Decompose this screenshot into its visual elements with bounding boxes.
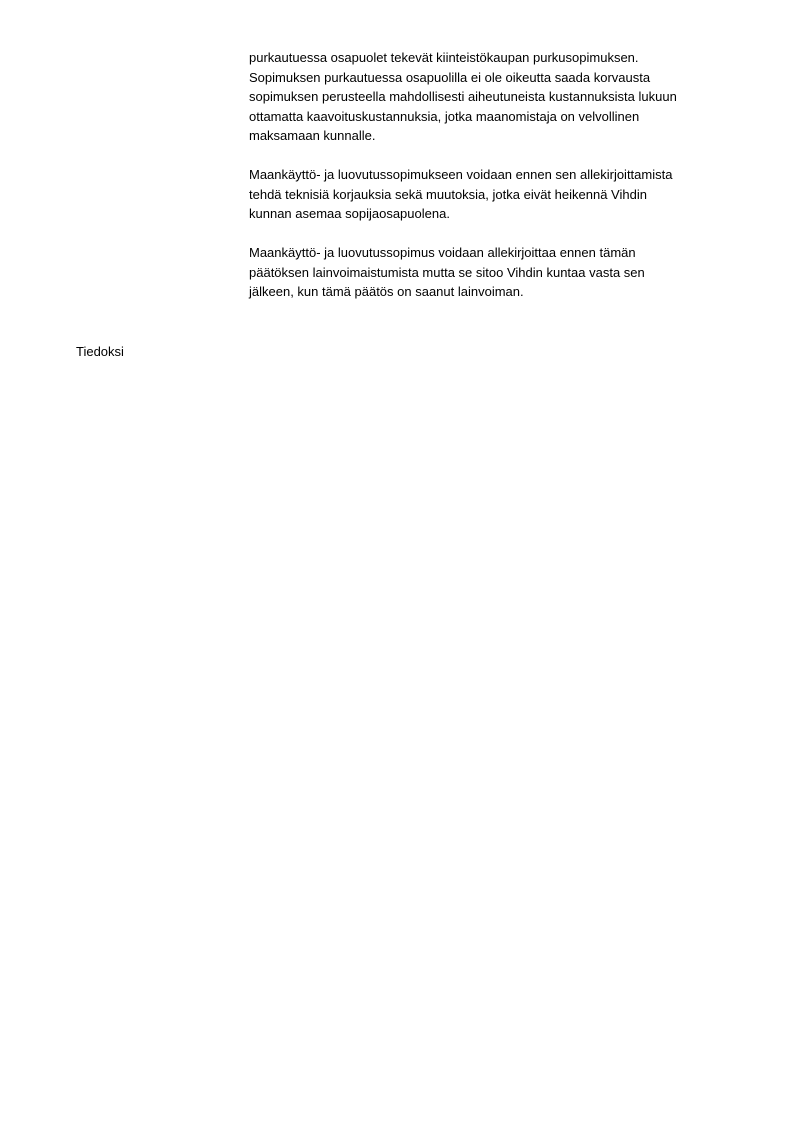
body-text: [249, 48, 749, 321]
text-line: ottamatta kaavoituskustannuksia, jotka maanomistaja on velvollinen: [249, 108, 640, 124]
side-heading-tiedoksi: Tiedoksi: [76, 344, 124, 359]
text-line: jälkeen, kun tämä päätös on saanut lainvoiman.: [249, 284, 524, 299]
text-line: Maankäyttö- ja luovutussopimukseen voidaan ennen sen allekirjoittamista: [249, 167, 673, 182]
text-line: päätöksen lainvoimaistumista mutta se sitoo Vihdin kuntaa vasta sen: [249, 264, 645, 280]
text-line: maksamaan kunnalle.: [249, 128, 376, 143]
text-line: tehdä teknisiä korjauksia sekä muutoksia, jotka eivät heikennä Vihdin: [249, 186, 647, 202]
paragraph-signing: [249, 243, 749, 302]
paragraph-contract-termination: [249, 48, 749, 146]
paragraph-technical-corrections: [249, 165, 749, 224]
text-line: sopimuksen perusteella mahdollisesti aiheutuneista kustannuksista lukuun: [249, 89, 677, 104]
text-line: purkautuessa osapuolet tekevät kiinteistökaupan purkusopimuksen.: [249, 50, 639, 65]
text-line: kunnan asemaa sopijaosapuolena.: [249, 206, 450, 221]
text-line: Maankäyttö- ja luovutussopimus voidaan allekirjoittaa ennen tämän: [249, 245, 636, 260]
text-line: Sopimuksen purkautuessa osapuolilla ei ole oikeutta saada korvausta: [249, 69, 651, 85]
